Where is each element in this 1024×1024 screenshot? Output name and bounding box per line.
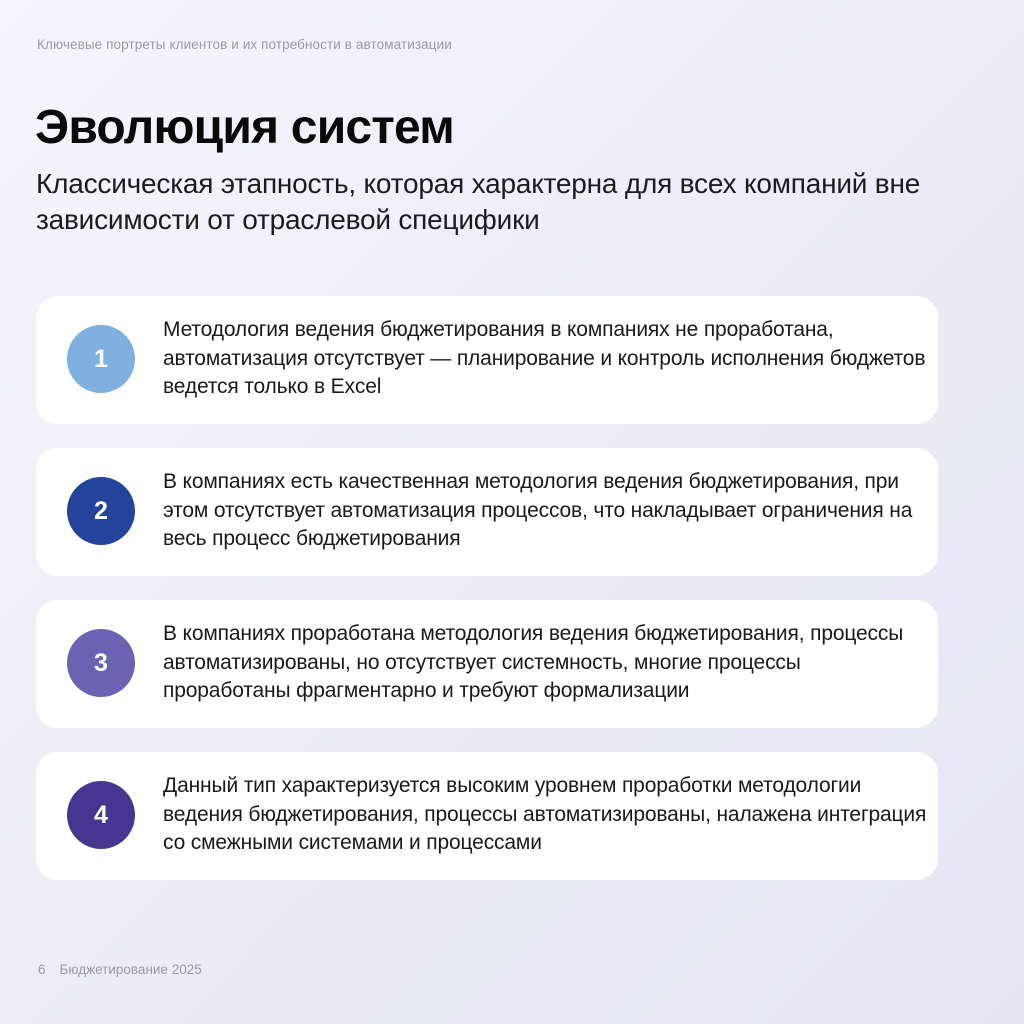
stage-description: В компаниях есть качественная методология ведения бюджетирования, при этом отсутствует автоматизация процессов, что накладывает ограничения на весь процесс бюджетирования xyxy=(163,470,913,550)
page-subtitle: Классическая этапность, которая характерна для всех компаний вне зависимости от отраслевой специфики xyxy=(36,168,921,235)
stage-number-badge: 1 xyxy=(67,325,135,393)
page-footer xyxy=(38,962,202,977)
running-header: Ключевые портреты клиентов и их потребности в автоматизации xyxy=(37,37,452,52)
stage-card-1 xyxy=(36,296,938,424)
stage-card-4 xyxy=(36,752,938,880)
stage-card-2 xyxy=(36,448,938,576)
page-number: 6 xyxy=(38,962,46,977)
stage-number-badge: 3 xyxy=(67,629,135,697)
stage-description: В компаниях проработана методология ведения бюджетирования, процессы автоматизированы, но отсутствует системность, многие процессы проработаны фрагментарно и требуют формализации xyxy=(163,622,904,702)
stage-number-badge: 2 xyxy=(67,477,135,545)
stage-description: Методология ведения бюджетирования в компаниях не проработана, автоматизация отсутствует — планирование и контроль исполнения бюджетов ведется только в Excel xyxy=(163,318,926,398)
stage-number-badge: 4 xyxy=(67,781,135,849)
page-title: Эволюция систем xyxy=(35,101,454,154)
stage-card-3 xyxy=(36,600,938,728)
stage-description: Данный тип характеризуется высоким уровнем проработки методологии ведения бюджетирования, процессы автоматизированы, налажена интеграция со смежными системами и процессами xyxy=(163,774,927,854)
stages-list xyxy=(36,296,938,904)
publication-title: Бюджетирование 2025 xyxy=(59,962,202,977)
